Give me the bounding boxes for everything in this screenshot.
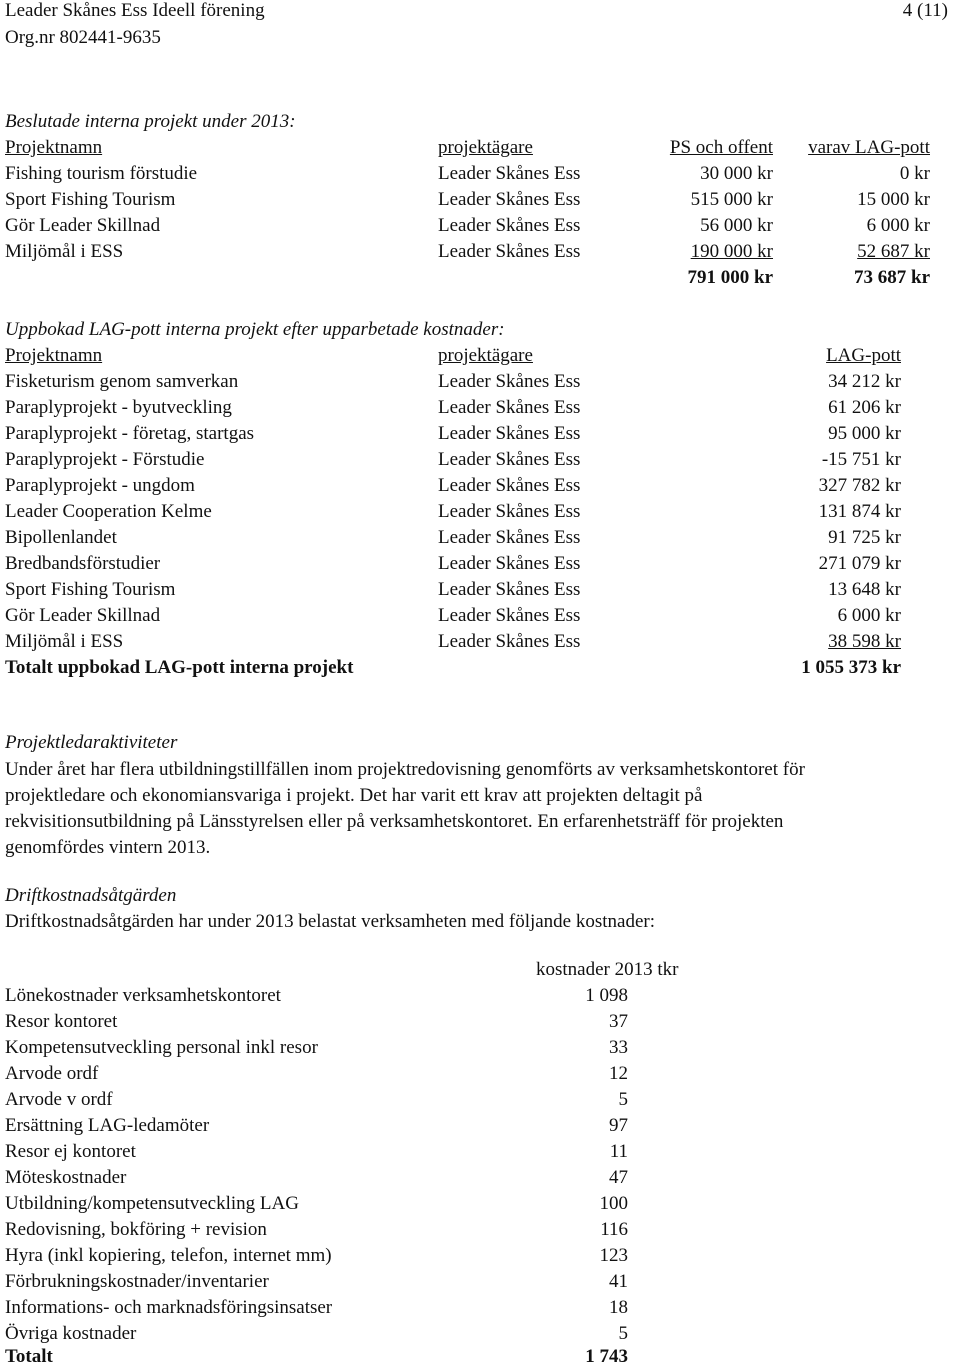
- cost-total-label: Totalt: [5, 1346, 53, 1367]
- table-row: [0, 501, 960, 527]
- lag-amount: 15 000 kr: [857, 189, 930, 210]
- col-header-projektnamn: Projektnamn: [5, 137, 103, 158]
- lag-amount: 0 kr: [899, 163, 930, 184]
- lag-amount: 6 000 kr: [837, 605, 901, 626]
- table-row: [0, 371, 960, 397]
- lag-amount: 6 000 kr: [866, 215, 930, 236]
- table-row: [0, 397, 960, 423]
- cost-value: 1 098: [585, 985, 628, 1006]
- section1-header-row: [0, 137, 960, 163]
- cost-row: [0, 1219, 960, 1245]
- project-owner: Leader Skånes Ess: [438, 579, 581, 600]
- cost-value: 41: [609, 1271, 628, 1292]
- project-owner: Leader Skånes Ess: [438, 475, 581, 496]
- col-header-lag-pott: LAG-pott: [826, 345, 901, 366]
- lag-amount: -15 751 kr: [821, 449, 901, 470]
- project-owner: Leader Skånes Ess: [438, 371, 581, 392]
- project-name: Paraplyprojekt - ungdom: [5, 475, 195, 496]
- lag-total: 1 055 373 kr: [801, 657, 901, 678]
- cost-label: Arvode ordf: [5, 1063, 99, 1084]
- header-page-number: 4 (11): [902, 0, 948, 21]
- section3-paragraph: [5, 757, 960, 861]
- cost-value: 97: [609, 1115, 628, 1136]
- project-name: Bredbandsförstudier: [5, 553, 161, 574]
- lag-amount: 13 648 kr: [828, 579, 901, 600]
- cost-row: [0, 1115, 960, 1141]
- project-name: Gör Leader Skillnad: [5, 605, 161, 626]
- cost-value: 123: [599, 1245, 628, 1266]
- project-owner: Leader Skånes Ess: [438, 553, 581, 574]
- cost-row: [0, 1037, 960, 1063]
- table-row: [0, 423, 960, 449]
- cost-value: 5: [618, 1323, 628, 1344]
- table-row: [0, 475, 960, 501]
- cost-label: Arvode v ordf: [5, 1089, 113, 1110]
- cost-label: Utbildning/kompetensutveckling LAG: [5, 1193, 299, 1214]
- cost-value: 37: [609, 1011, 628, 1032]
- paragraph-line: projektledare och ekonomiansvariga i projekt. Det har varit ett krav att projekten deltagit på: [5, 785, 703, 806]
- project-name: Miljömål i ESS: [5, 631, 124, 652]
- project-name: Bipollenlandet: [5, 527, 117, 548]
- cost-label: Hyra (inkl kopiering, telefon, internet mm): [5, 1245, 332, 1266]
- cost-row: [0, 1167, 960, 1193]
- col-header-ps-offent: PS och offent: [669, 137, 773, 158]
- lag-amount: 38 598 kr: [828, 631, 901, 652]
- lag-amount: 327 782 kr: [818, 475, 901, 496]
- col-header-projektagare: projektägare: [438, 345, 533, 366]
- project-owner: Leader Skånes Ess: [438, 501, 581, 522]
- cost-label: Möteskostnader: [5, 1167, 127, 1188]
- cost-label: Förbrukningskostnader/inventarier: [5, 1271, 269, 1292]
- lag-amount: 95 000 kr: [828, 423, 901, 444]
- section2-total-row: [0, 657, 960, 683]
- cost-value: 5: [618, 1089, 628, 1110]
- header-org-nr: Org.nr 802441-9635: [5, 27, 161, 48]
- ps-total: 791 000 kr: [687, 267, 773, 288]
- section2-header-row: [0, 345, 960, 371]
- lag-amount: 131 874 kr: [818, 501, 901, 522]
- section3-title: Projektledaraktiviteter: [5, 732, 178, 753]
- cost-row: [0, 1141, 960, 1167]
- col-header-projektagare: projektägare: [438, 137, 533, 158]
- section1-title: Beslutade interna projekt under 2013:: [5, 111, 296, 132]
- cost-row: [0, 1011, 960, 1037]
- cost-row: [0, 1271, 960, 1297]
- cost-row: [0, 1193, 960, 1219]
- lag-amount: 271 079 kr: [818, 553, 901, 574]
- table-row: [0, 579, 960, 605]
- lag-amount: 61 206 kr: [828, 397, 901, 418]
- project-owner: Leader Skånes Ess: [438, 605, 581, 626]
- cost-row: [0, 1089, 960, 1115]
- project-owner: Leader Skånes Ess: [438, 527, 581, 548]
- project-owner: Leader Skånes Ess: [438, 163, 581, 184]
- cost-label: Resor kontoret: [5, 1011, 118, 1032]
- table-row: [0, 215, 960, 241]
- project-owner: Leader Skånes Ess: [438, 449, 581, 470]
- cost-label: Informations- och marknadsföringsinsatser: [5, 1297, 333, 1318]
- cost-total-row: [0, 1346, 960, 1372]
- cost-row: [0, 1245, 960, 1271]
- project-owner: Leader Skånes Ess: [438, 397, 581, 418]
- cost-value: 100: [599, 1193, 628, 1214]
- section4-title: Driftkostnadsåtgärden: [5, 885, 177, 906]
- col-header-varav-lag-pott: varav LAG-pott: [808, 137, 930, 158]
- project-owner: Leader Skånes Ess: [438, 241, 581, 262]
- project-name: Sport Fishing Tourism: [5, 579, 176, 600]
- project-owner: Leader Skånes Ess: [438, 189, 581, 210]
- project-name: Gör Leader Skillnad: [5, 215, 161, 236]
- ps-amount: 30 000 kr: [700, 163, 773, 184]
- paragraph-line: Under året har flera utbildningstillfällen inom projektredovisning genomförts av verksamhetskontoret för: [5, 759, 805, 780]
- lag-amount: 91 725 kr: [828, 527, 901, 548]
- project-owner: Leader Skånes Ess: [438, 423, 581, 444]
- section2-title: Uppbokad LAG-pott interna projekt efter upparbetade kostnader:: [5, 319, 505, 340]
- cost-row: [0, 1063, 960, 1089]
- col-header-projektnamn: Projektnamn: [5, 345, 103, 366]
- cost-label: Övriga kostnader: [5, 1323, 137, 1344]
- table-row: [0, 449, 960, 475]
- table-row: [0, 163, 960, 189]
- ps-amount: 190 000 kr: [690, 241, 773, 262]
- cost-label: Redovisning, bokföring + revision: [5, 1219, 267, 1240]
- cost-value: 11: [609, 1141, 628, 1162]
- cost-value: 33: [609, 1037, 628, 1058]
- project-name: Sport Fishing Tourism: [5, 189, 176, 210]
- cost-label: Ersättning LAG-ledamöter: [5, 1115, 210, 1136]
- project-name: Miljömål i ESS: [5, 241, 124, 262]
- project-name: Paraplyprojekt - företag, startgas: [5, 423, 255, 444]
- paragraph-line: rekvisitionsutbildning på Länsstyrelsen eller på verksamhetskontoret. En erfarenhetsträff för projekten: [5, 811, 784, 832]
- project-name: Fisketurism genom samverkan: [5, 371, 239, 392]
- section4-header-row: [0, 959, 960, 985]
- cost-label: Resor ej kontoret: [5, 1141, 136, 1162]
- cost-total-value: 1 743: [585, 1346, 628, 1367]
- table-row: [0, 241, 960, 267]
- table-row: [0, 631, 960, 657]
- cost-value: 116: [600, 1219, 628, 1240]
- project-name: Paraplyprojekt - Förstudie: [5, 449, 205, 470]
- lag-amount: 52 687 kr: [857, 241, 930, 262]
- project-owner: Leader Skånes Ess: [438, 631, 581, 652]
- paragraph-line: genomfördes vintern 2013.: [5, 837, 211, 858]
- project-name: Fishing tourism förstudie: [5, 163, 198, 184]
- lag-total: 73 687 kr: [854, 267, 930, 288]
- ps-amount: 515 000 kr: [690, 189, 773, 210]
- project-name: Leader Cooperation Kelme: [5, 501, 212, 522]
- header-org-name: Leader Skånes Ess Ideell förening: [5, 0, 265, 21]
- cost-row: [0, 1297, 960, 1323]
- project-owner: Leader Skånes Ess: [438, 215, 581, 236]
- cost-label: Kompetensutveckling personal inkl resor: [5, 1037, 318, 1058]
- section4-intro: Driftkostnadsåtgärden har under 2013 belastat verksamheten med följande kostnader:: [5, 911, 656, 932]
- table-row: [0, 189, 960, 215]
- lag-amount: 34 212 kr: [828, 371, 901, 392]
- cost-label: Lönekostnader verksamhetskontoret: [5, 985, 281, 1006]
- cost-value: 18: [609, 1297, 628, 1318]
- cost-value: 47: [609, 1167, 628, 1188]
- col-header-kostnader: kostnader 2013 tkr: [536, 959, 679, 980]
- project-name: Paraplyprojekt - byutveckling: [5, 397, 232, 418]
- total-label: Totalt uppbokad LAG-pott interna projekt: [5, 657, 354, 678]
- cost-value: 12: [609, 1063, 628, 1084]
- ps-amount: 56 000 kr: [700, 215, 773, 236]
- section1-total-row: [0, 267, 960, 293]
- cost-row: [0, 985, 960, 1011]
- table-row: [0, 527, 960, 553]
- table-row: [0, 605, 960, 631]
- table-row: [0, 553, 960, 579]
